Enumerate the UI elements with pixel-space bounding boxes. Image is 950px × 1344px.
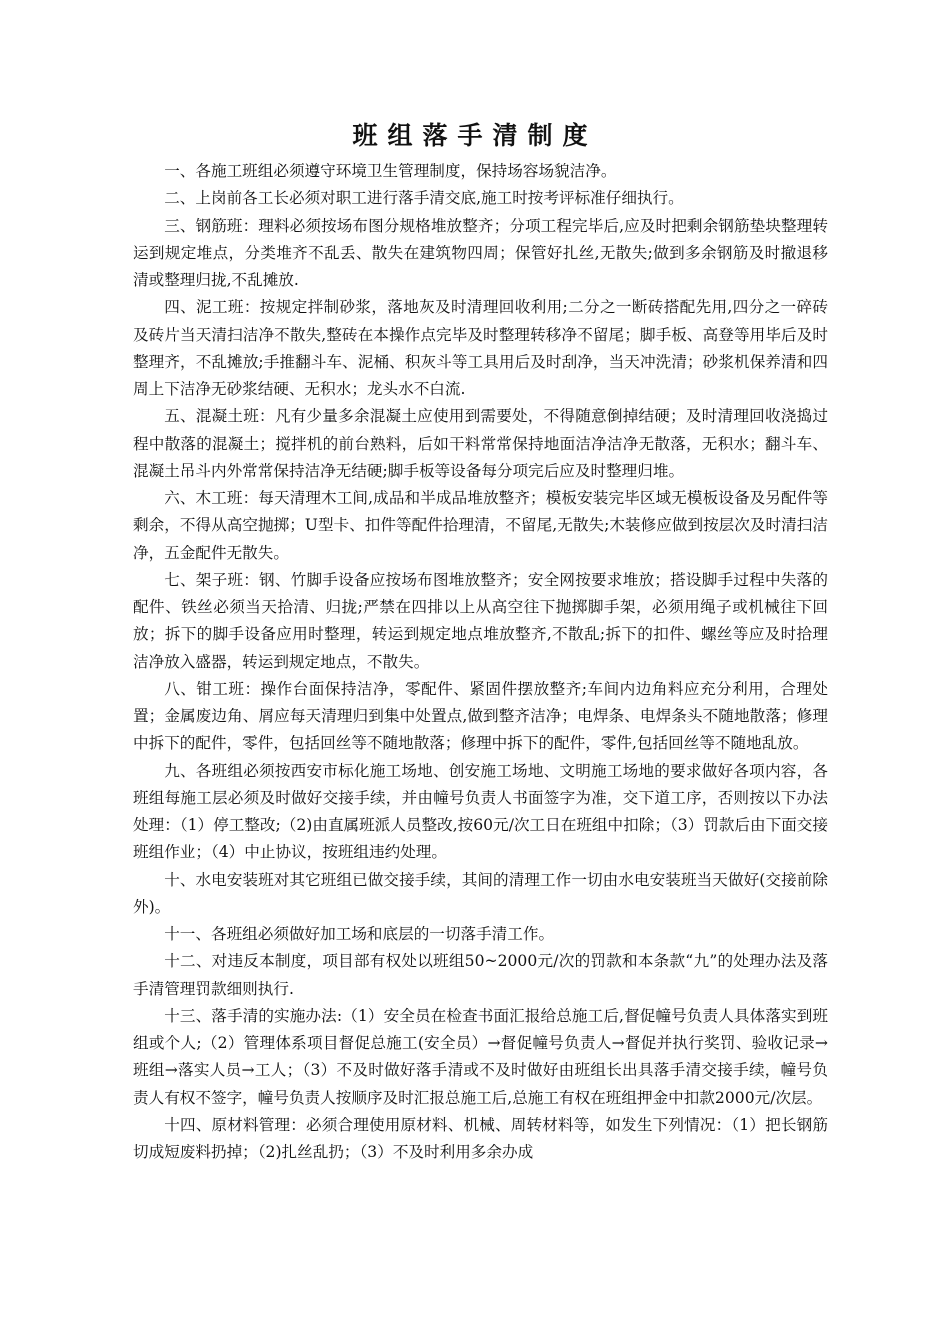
document-title: 班组落手清制度 xyxy=(352,121,598,150)
paragraph-2: 二、上岗前各工长必须对职工进行落手清交底,施工时按考评标准仔细执行。 xyxy=(164,189,684,208)
paragraph-13: 十三、落手清的实施办法:（1）安全员在检查书面汇报给总施工后,督促幢号负责人具体落实到班组或个人;（2）管理体系项目督促总施工(安全员）→督促幢号负责人→督促并执行奖罚、验收记录→班组→落实人员→工人；（3）不及时做好落手清或不及时做好由班组长出具落手清交接手续，幢号负责人有权不签字，幢号负责人按顺序及时汇报总施工后,总施工有权在班组押金中扣款2000元/次层。 xyxy=(133,1006,828,1107)
paragraph-6: 六、木工班：每天清理木工间,成品和半成品堆放整齐；模板安装完毕区域无模板设备及另配件等剩余，不得从高空抛掷；U型卡、扣件等配件拾理清，不留尾,无散失;木装修应做到按层次及时清扫洁净，五金配件无散失。 xyxy=(133,489,828,562)
paragraph-5: 五、混凝土班：凡有少量多余混凝土应使用到需要处，不得随意倒掉结硬；及时清理回收浇捣过程中散落的混凝土；搅拌机的前台熟料，后如干料常常保持地面洁净洁净无散落，无积水；翻斗车、混凝土吊斗内外常常保持洁净无结硬;脚手板等设备每分项完后应及时整理归堆。 xyxy=(133,407,828,480)
paragraph-9: 九、各班组必须按西安市标化施工场地、创安施工场地、文明施工场地的要求做好各项内容，各班组每施工层必须及时做好交接手续，并由幢号负责人书面签字为准，交下道工序，否则按以下办法处理：（1）停工整改;（2)由直属班派人员整改,按60元/次工日在班组中扣除；（3）罚款后由下面交接班组作业；（4）中止协议，按班组违约处理。 xyxy=(133,761,828,862)
paragraph-1: 一、各施工班组必须遵守环境卫生管理制度，保持场容场貌洁净。 xyxy=(164,162,617,180)
paragraph-7: 七、架子班：钢、竹脚手设备应按场布图堆放整齐；安全网按要求堆放；搭设脚手过程中失落的配件、铁丝必须当天拾清、归拢;严禁在四排以上从高空往下抛掷脚手架，必须用绳子或机械往下回放；拆下的脚手设备应用时整理，转运到规定地点堆放整齐,不散乱;拆下的扣件、螺丝等应及时拾理洁净放入盛器，转运到规定地点，不散失。 xyxy=(133,570,828,671)
paragraph-8: 八、钳工班：操作台面保持洁净，零配件、紧固件摆放整齐;车间内边角料应充分利用，合理处置；金属废边角、屑应每天清理归到集中处置点,做到整齐洁净；电焊条、电焊条头不随地散落；修理中拆下的配件，零件，包括回丝等不随地散落；修理中拆下的配件，零件,包括回丝等不随地乱放。 xyxy=(133,679,828,753)
paragraph-11: 十一、各班组必须做好加工场和底层的一切落手清工作。 xyxy=(164,925,555,943)
paragraph-3: 三、钢筋班：理料必须按场布图分规格堆放整齐；分项工程完毕后,应及时把剩余钢筋垫块整理转运到规定堆点，分类堆齐不乱丢、散失在建筑物四周；保管好扎丝,无散失;做到多余钢筋及时撤退移清或整理归拢,不乱摊放. xyxy=(133,216,828,289)
paragraph-4: 四、泥工班：按规定拌制砂浆，落地灰及时清理回收利用;二分之一断砖搭配先用,四分之一碎砖及砖片当天清扫洁净不散失,整砖在本操作点完毕及时整理转移净不留尾；脚手板、高登等用毕后及时整理齐，不乱摊放;手推翻斗车、泥桶、积灰斗等工具用后及时刮净，当天冲洗清；砂浆机保养清和四周上下洁净无砂浆结硬、无积水；龙头水不白流. xyxy=(133,298,828,398)
paragraph-10: 十、水电安装班对其它班组已做交接手续，其间的清理工作一切由水电安装班当天做好(交接前除外)。 xyxy=(133,870,828,916)
document-body xyxy=(133,158,828,1166)
paragraph-12: 十二、对违反本制度，项目部有权处以班组50~2000元/次的罚款和本条款“九”的处理办法及落手清管理罚款细则执行. xyxy=(133,952,828,998)
paragraph-14: 十四、原材料管理：必须合理使用原材料、机械、周转材料等，如发生下列情况：（1）把长钢筋切成短废料扔掉；（2)扎丝乱扔；（3）不及时利用多余办成 xyxy=(133,1115,828,1161)
